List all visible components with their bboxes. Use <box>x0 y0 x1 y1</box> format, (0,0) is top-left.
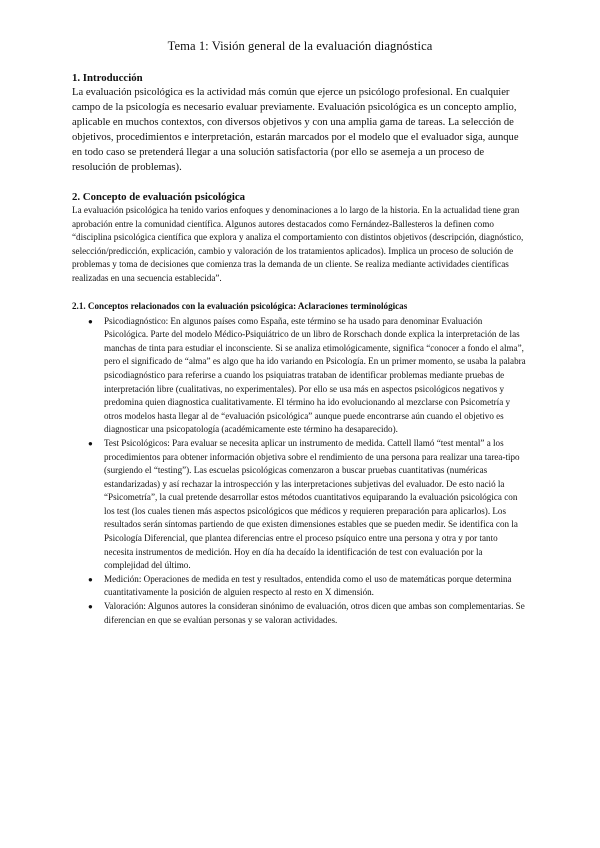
list-item-text: Valoración: Algunos autores la consideran sinónimo de evaluación, otros dicen que ambas son complementarias. Se diferencian en que se evalúan personas y se valoran actividades. <box>104 601 525 625</box>
bullet-icon: ● <box>88 438 93 448</box>
list-item-text: Medición: Operaciones de medida en test y resultados, entendida como el uso de matemáticas porque determina cuantitativamente la posición de alguien respecto al resto en X dimensión. <box>104 573 512 598</box>
bullet-icon: ● <box>88 316 93 326</box>
list-item-test-psicologicos <box>88 437 528 573</box>
section-heading-concepto: 2. Concepto de evaluación psicológica <box>72 191 246 203</box>
list-item-text: Test Psicológicos: Para evaluar se necesita aplicar un instrumento de medida. Cattell llamó “test mental” a los procedimientos para obtener información objetiva sobre el rendimiento de una persona para realizar una tarea-tipo (surgiendo el “testing”). Las escuelas psicológicas comenzaron a buscar pruebas cuantitativas (numéricas estandarizadas) y así rechazar la introspección y las interpretaciones subjetivas del evaluador. De esto nació la “Psicometría”, la cual pretende desarrollar estos métodos cuantitativos equiparando la evaluación psicológica con los test (los cuales tienen más aspectos psicológicos que médicos y requieren preparación para aplicarlos). Los resultados serán síntomas partiendo de que existen dimensiones estables que se pueden medir. Se identifica con la Psicología Diferencial, que plantea diferencias entre el proceso psíquico entre una persona y otra y por tanto necesita instrumentos de medición. Hoy en día ha decaído la identificación de test con evaluación por la complejidad del último. <box>104 437 520 571</box>
terminology-list <box>72 315 528 628</box>
list-item-psicodiagnostico <box>88 315 528 437</box>
list-item-valoracion <box>88 600 528 627</box>
document-title: Tema 1: Visión general de la evaluación diagnóstica <box>167 39 433 53</box>
bullet-icon: ● <box>88 602 93 612</box>
section-body-introduccion: La evaluación psicológica es la actividad más común que ejerce un psicólogo profesional. En cualquier campo de la psicología es necesario evaluar previamente. Evaluación psicológica es un concepto amplio, aplicable en muchos contextos, con diversos objetivos y con una amplia gama de tareas. La selección de objetivos, procedimientos e interpretación, estarán marcados por el modelo que el evaluador siga, aunque en todo caso se pretenderá llegar a una solución satisfactoria (por ello se asemeja a un proceso de resolución de problemas). <box>72 87 519 173</box>
subsection-heading: 2.1. Conceptos relacionados con la evaluación psicológica: Aclaraciones terminológicas <box>72 300 408 311</box>
list-item-medicion <box>88 573 528 600</box>
section-body-concepto: La evaluación psicológica ha tenido varios enfoques y denominaciones a lo largo de la historia. En la actualidad tiene gran aprobación entre la comunidad científica. Algunos autores destacados como Fernández-Ballesteros la definen como “disciplina psicológica científica que explora y analiza el comportamiento con distintos objetivos (descripción, diagnóstico, selección/predicción, explicación, cambio y valoración de los tratamientos aplicados). Implica un proceso de solución de problemas y toma de decisiones que comienza tras la demanda de un cliente. Se realiza mediante actividades científicas realizadas en una secuencia establecida”. <box>72 205 524 283</box>
list-item-text: Psicodiagnóstico: En algunos países como España, este término se ha usado para denominar Evaluación Psicológica. Parte del modelo Médico-Psiquiátrico de un libro de Rorschach donde explica la interpretación de las manchas de tinta para estudiar el inconsciente. Si se analiza etimológicamente, significa “conocer a fondo el alma”, pero el significado de “alma” es algo que ha ido variando en Psicología. En un primer momento, se usaba la palabra psicodiagnóstico para referirse a cuando los psiquiatras trataban de identificar problemas mediante pruebas de interpretación libre (cualitativas, no experimentales). Por ello se usa más en aspectos psicológicos negativos y predomina quien diagnostica cualitativamente. El término ha ido evolucionando al mezclarse con Psicometría y otros modelos hasta llegar al de “evaluación psicológica” aunque puede encontrarse aún cuando el objetivo es diagnosticar una psicopatología (académicamente este término ha desaparecido). <box>104 315 526 435</box>
bullet-icon: ● <box>88 574 93 584</box>
section-heading-introduccion: 1. Introducción <box>72 72 143 84</box>
